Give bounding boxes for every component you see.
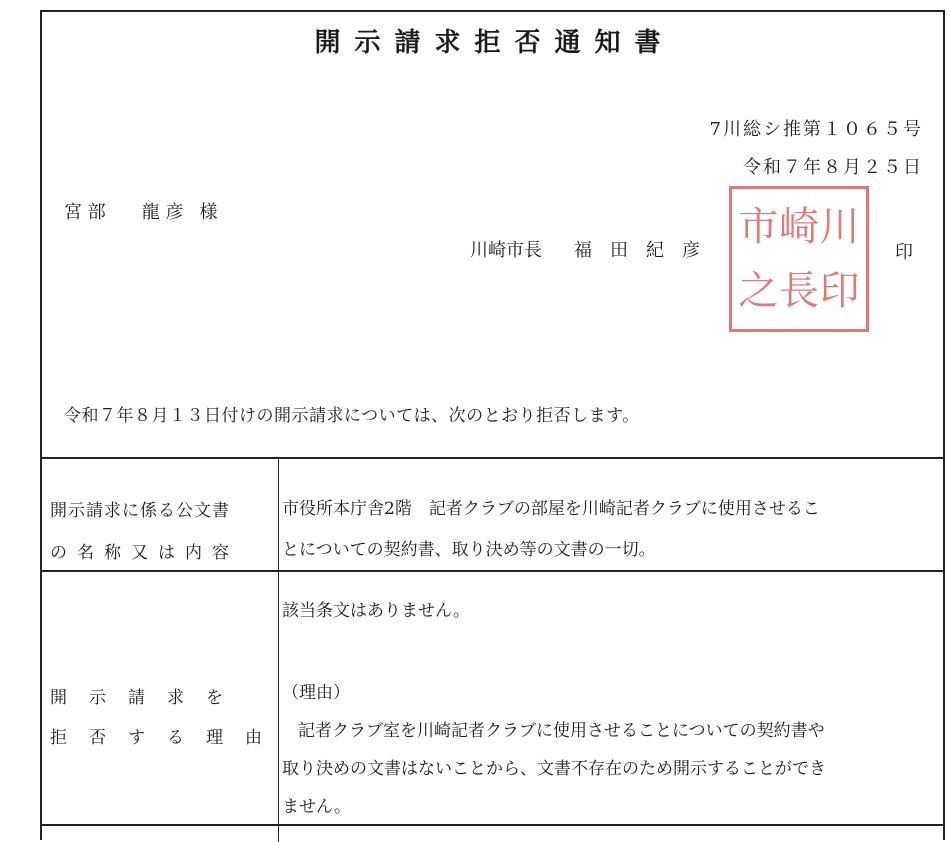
document-title: 開示請求拒否通知書 [314,28,675,58]
table-row-divider [42,824,945,826]
seal-glyph: 市 [738,204,779,250]
seal-glyph: 之 [738,268,779,314]
row2-reason-line3: ません。 [282,797,352,817]
table-top-border [42,457,945,459]
addressee-name: 宮 部 龍 彦 [64,202,184,223]
seal-glyph: 長 [778,268,819,314]
row2-label-line1: 開示請求を [50,688,245,708]
addressee-honorific: 様 [199,202,228,223]
table-row-divider [42,570,945,572]
table-column-divider [278,457,279,842]
seal-mark: 印 [895,242,913,263]
row1-label-line1: 開示請求に係る公文書 [50,501,230,521]
sender-name: 福田紀彦 [574,240,718,261]
document-number: 7川総シ推第１０６５号 [709,119,923,140]
sender-title: 川崎市長 [470,240,542,261]
row1-label-line2: の名称又は内容 [50,543,239,563]
official-seal-stamp [729,186,869,332]
row2-reason-line1: 記者クラブ室を川崎記者クラブに使用させることについての契約書や [298,721,825,741]
sender [470,236,718,262]
row2-reason-line2: 取り決めの文書はないことから、文書不存在のため開示することができ [282,759,826,779]
row1-content-line1: 市役所本庁舎2階 記者クラブの部屋を川崎記者クラブに使用させるこ [282,499,820,519]
row2-article: 該当条文はありません。 [282,601,471,621]
document-frame [40,10,945,840]
row2-reason-heading: （理由） [282,683,350,703]
addressee [64,198,227,224]
row2-label-line2: 拒否する理由 [50,728,284,748]
seal-glyph: 印 [819,268,860,314]
row1-content-line2: とについての契約書、取り決め等の文書の一切。 [282,540,656,560]
issue-date: 令和７年８月２５日 [743,157,923,178]
seal-glyph: 川 [819,204,860,250]
seal-glyph: 崎 [778,204,819,250]
lead-text: 令和７年８月１３日付けの開示請求については、次のとおり拒否します。 [64,406,640,426]
